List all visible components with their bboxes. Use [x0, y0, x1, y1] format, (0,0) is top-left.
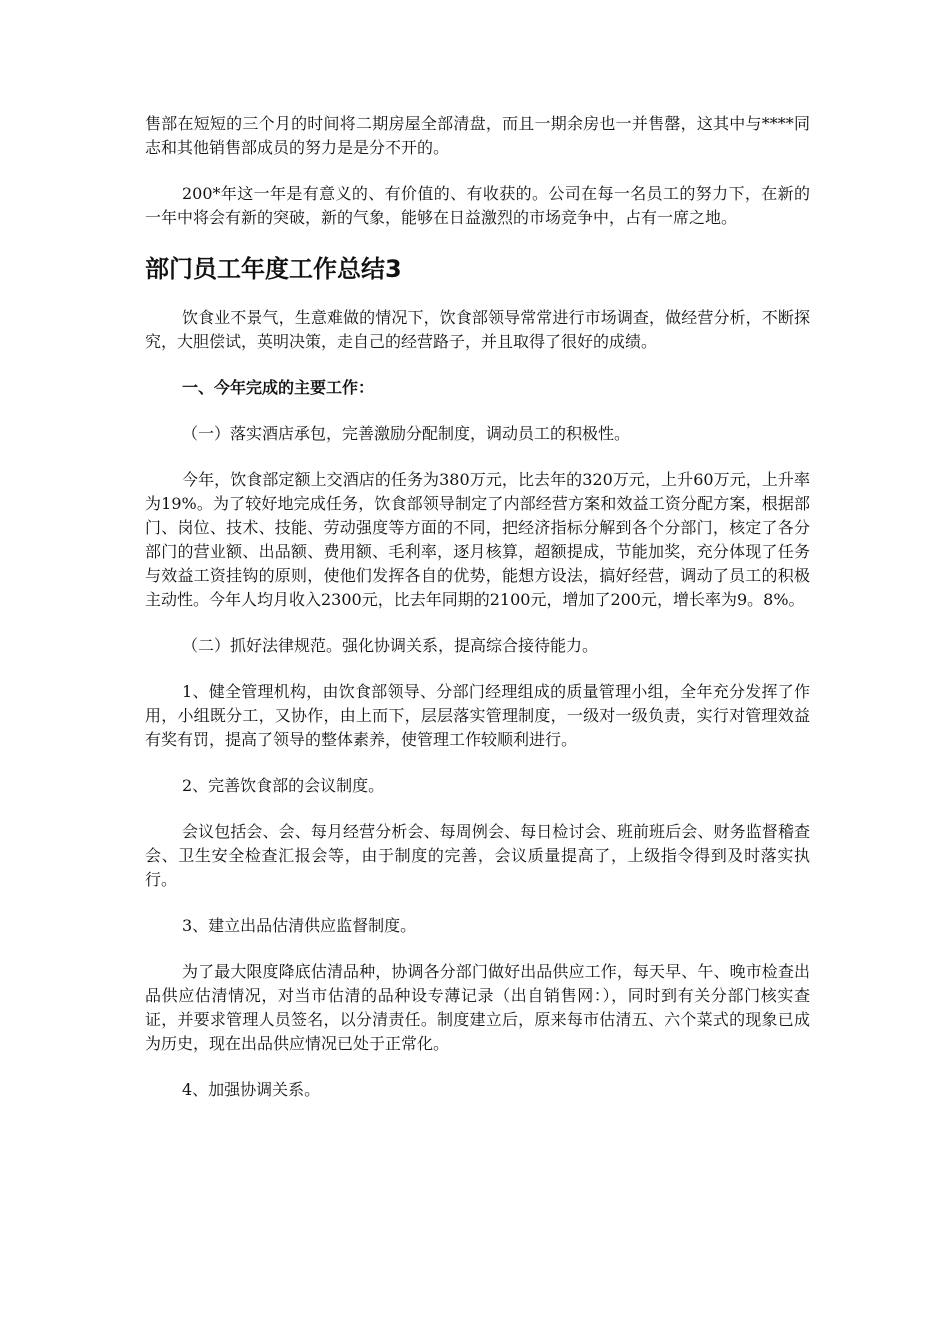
item-3-title: 3、建立出品估清供应监督制度。 — [182, 916, 417, 935]
paragraph-year-summary: 200*年这一年是有意义的、有价值的、有收获的。公司在每一名员工的努力下，在新的一年中将会有新的突破，新的气象，能够在日益激烈的市场竞争中，占有一席之地。 — [145, 184, 810, 227]
item-2-title: 2、完善饮食部的会议制度。 — [182, 776, 385, 795]
paragraph-intro: 饮食业不景气，生意难做的情况下，饮食部领导常常进行市场调查，做经营分析，不断探究，大胆偿试，英明决策，走自己的经营路子，并且取得了很好的成绩。 — [145, 308, 810, 351]
item-4-title: 4、加强协调关系。 — [182, 1080, 321, 1099]
section-heading: 部门员工年度工作总结3 — [145, 255, 402, 283]
paragraph-subsection-1: 今年，饮食部定额上交酒店的任务为380万元，比去年的320万元，上升60万元，上升率为19%。为了较好地完成任务，饮食部领导制定了内部经营方案和效益工资分配方案，根据部门、岗位、技术、技能、劳动强度等方面的不同，把经济指标分解到各个分部门，核定了各分部门的营业额、出品额、费用额、毛利率，逐月核算，超额提成，节能加奖，充分体现了任务与效益工资挂钩的原则，使他们发挥各自的优势，能想方设法，搞好经营，调动了员工的积极主动性。今年人均月收入2300元，比去年同期的2100元，增加了200元，增长率为9。8%。 — [145, 470, 810, 609]
paragraph-continuation: 售部在短短的三个月的时间将二期房屋全部清盘，而且一期余房也一并售罄，这其中与****同志和其他销售部成员的努力是是分不开的。 — [145, 114, 810, 157]
subsection-title-2: （二）抓好法律规范。强化协调关系，提高综合接待能力。 — [182, 636, 599, 655]
document-body — [145, 112, 810, 1124]
paragraph-item-1: 1、健全管理机构，由饮食部领导、分部门经理组成的质量管理小组，全年充分发挥了作用，小组既分工，又协作，由上而下，层层落实管理制度，一级对一级负责，实行对管理效益有奖有罚，提高了领导的整体素养，使管理工作较顺利进行。 — [145, 682, 810, 749]
paragraph-item-2: 会议包括会、会、每月经营分析会、每周例会、每日检讨会、班前班后会、财务监督稽查会、卫生安全检查汇报会等，由于制度的完善，会议质量提高了，上级指令得到及时落实执行。 — [145, 822, 810, 889]
section-title-main-work: 一、今年完成的主要工作： — [182, 378, 375, 397]
subsection-title-1: （一）落实酒店承包，完善激励分配制度，调动员工的积极性。 — [182, 424, 631, 443]
paragraph-item-3: 为了最大限度降底估清品种，协调各分部门做好出品供应工作，每天早、午、晚市检查出品供应估清情况，对当市估清的品种设专薄记录（出自销售网：），同时到有关分部门核实查证，并要求管理人员签名，以分清责任。制度建立后，原来每市估清五、六个菜式的现象已成为历史，现在出品供应情况已处于正常化。 — [145, 962, 810, 1053]
